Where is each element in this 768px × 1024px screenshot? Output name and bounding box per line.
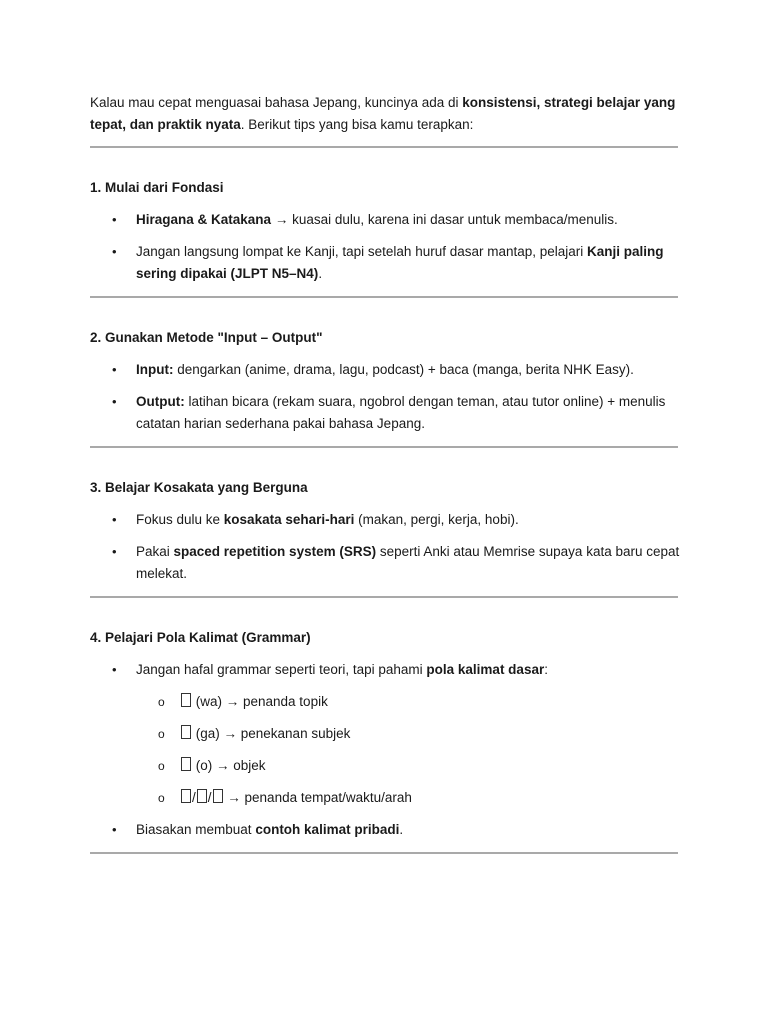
item-text-end: .	[318, 266, 323, 281]
item-text: Jangan langsung lompat ke Kanji, tapi setelah huruf dasar mantap, pelajari	[136, 244, 588, 259]
bullet-icon: •	[112, 822, 117, 837]
intro-text: Kalau mau cepat menguasai bahasa Jepang, kuncinya ada di	[90, 95, 463, 110]
missing-glyph-icon	[213, 789, 223, 803]
intro-text-end: . Berikut tips yang bisa kamu terapkan:	[240, 117, 474, 132]
item-bold: Hiragana & Katakana	[136, 212, 272, 227]
divider	[90, 446, 678, 448]
item-text: Fokus dulu ke	[136, 512, 224, 527]
item-text: dengarkan (anime, drama, lagu, podcast) + baca (manga, berita NHK Easy).	[173, 362, 634, 377]
item-text-end: .	[399, 822, 404, 837]
slash-separator: /	[207, 790, 212, 805]
item-text: Pakai	[136, 544, 174, 559]
sub-item-text: → penanda tempat/waktu/arah	[223, 790, 412, 805]
sub-bullet-icon: o	[158, 759, 165, 773]
sub-bullet-icon: o	[158, 727, 165, 741]
item-text-end: seperti Anki atau Memrise supaya kata baru cepat melekat.	[136, 544, 680, 581]
missing-glyph-icon	[181, 725, 191, 739]
sub-bullet-icon: o	[158, 695, 165, 709]
item-bold: contoh kalimat pribadi	[255, 822, 400, 837]
sub-bullet-icon: o	[158, 791, 165, 805]
missing-glyph-icon	[197, 789, 207, 803]
item-bold: pola kalimat dasar	[426, 662, 545, 677]
missing-glyph-icon	[181, 757, 191, 771]
item-text-end: (makan, pergi, kerja, hobi).	[354, 512, 519, 527]
section-4-title: 4. Pelajari Pola Kalimat (Grammar)	[90, 630, 311, 645]
intro-bold: konsistensi, strategi belajar yang tepat, dan praktik nyata	[90, 95, 676, 132]
bullet-icon: •	[112, 362, 117, 377]
bullet-icon: •	[112, 394, 117, 409]
divider	[90, 596, 678, 598]
divider	[90, 852, 678, 854]
bullet-icon: •	[112, 662, 117, 677]
divider	[90, 146, 678, 148]
slash-separator: /	[192, 790, 196, 805]
item-text: Jangan hafal grammar seperti teori, tapi pahami	[136, 662, 427, 677]
item-text-end: :	[544, 662, 548, 677]
sub-item-text: (o) → objek	[192, 758, 266, 773]
item-bold: spaced repetition system (SRS)	[173, 544, 377, 559]
section-1-title: 1. Mulai dari Fondasi	[90, 180, 224, 195]
sub-item-text: (wa) → penanda topik	[192, 694, 328, 709]
missing-glyph-icon	[181, 693, 191, 707]
item-text: Biasakan membuat	[136, 822, 256, 837]
bullet-icon: •	[112, 544, 117, 559]
bullet-icon: •	[112, 212, 117, 227]
item-text: → kuasai dulu, karena ini dasar untuk membaca/menulis.	[271, 212, 618, 227]
bullet-icon: •	[112, 512, 117, 527]
section-3-title: 3. Belajar Kosakata yang Berguna	[90, 480, 308, 495]
item-text: latihan bicara (rekam suara, ngobrol dengan teman, atau tutor online) + menulis catatan harian sederhana pakai bahasa Jepang.	[136, 394, 666, 431]
intro-paragraph	[90, 92, 678, 136]
item-bold: Output:	[136, 394, 185, 409]
bullet-icon: •	[112, 244, 117, 259]
sub-item-text: (ga) → penekanan subjek	[192, 726, 351, 741]
missing-glyph-icon	[181, 789, 191, 803]
item-bold: Input:	[136, 362, 174, 377]
item-bold: kosakata sehari-hari	[223, 512, 355, 527]
item-bold: Kanji paling sering dipakai (JLPT N5–N4)	[136, 244, 664, 281]
section-2-title: 2. Gunakan Metode "Input – Output"	[90, 330, 323, 345]
divider	[90, 296, 678, 298]
